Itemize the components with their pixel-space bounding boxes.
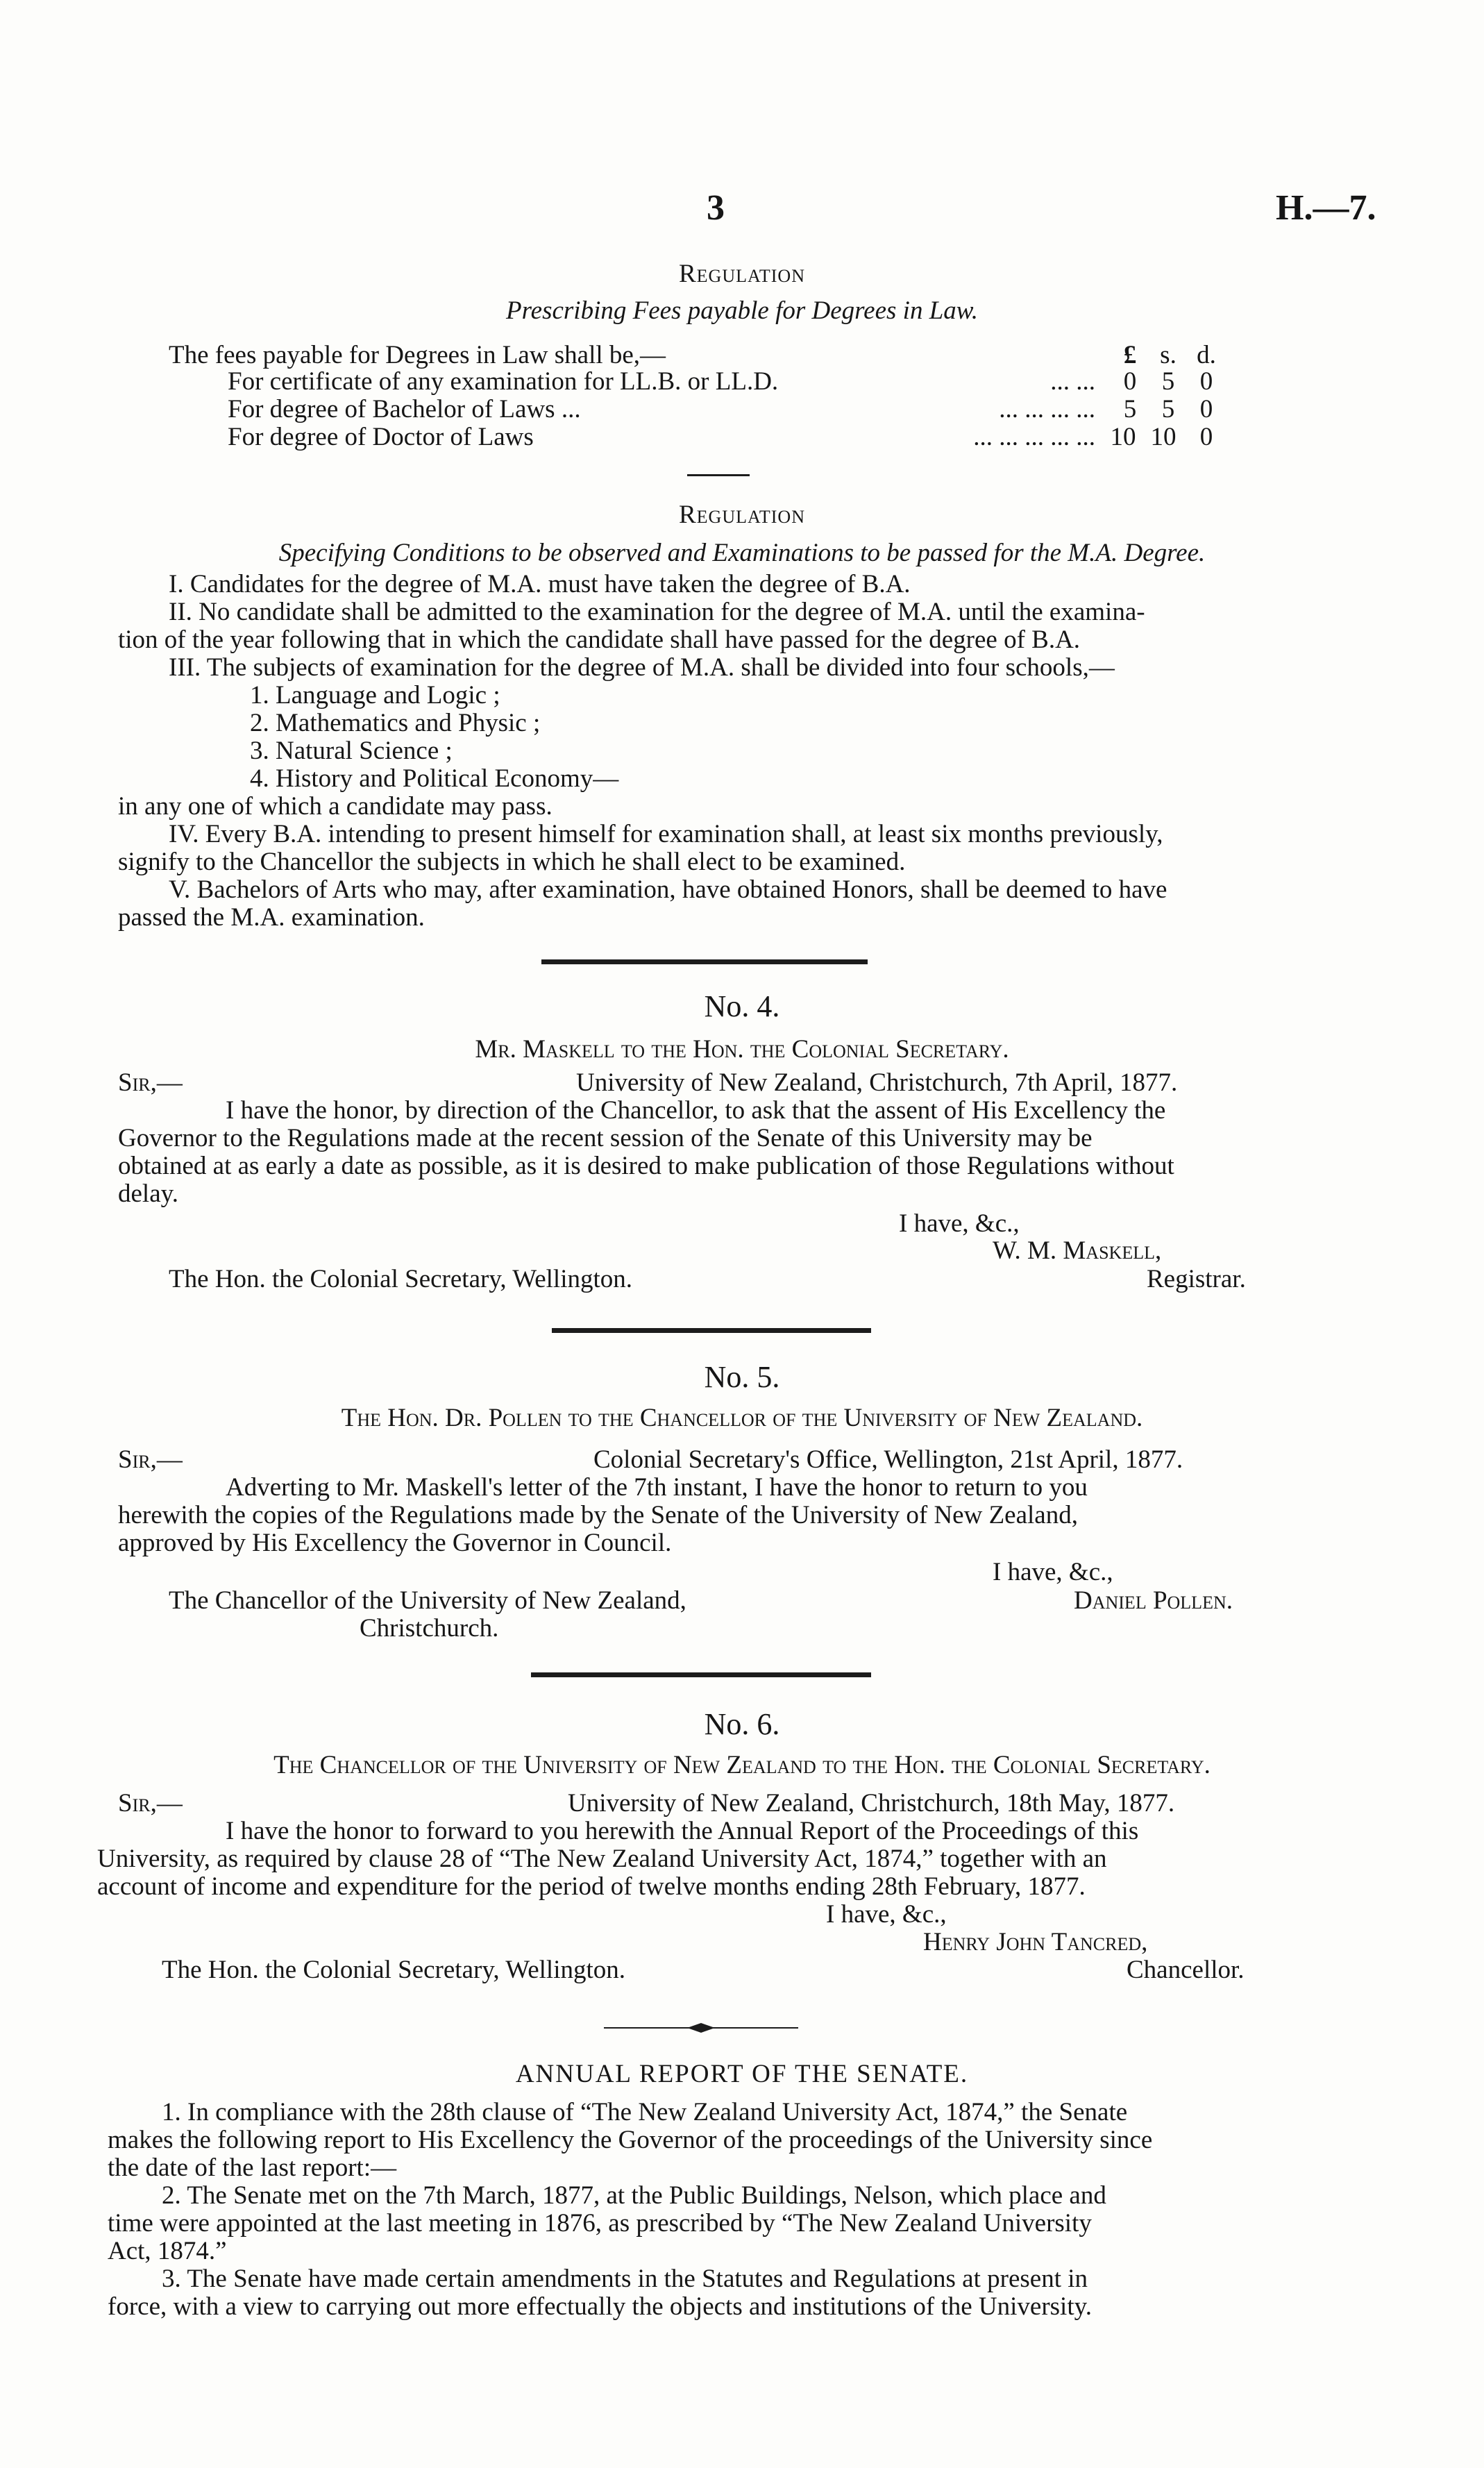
fee-dots: ... ... ... ... ... (973, 423, 1095, 451)
ma-line: 4. History and Political Economy— (250, 764, 619, 793)
ma-line: II. No candidate shall be admitted to the examination for the degree of M.A. until the examina- (169, 598, 1145, 626)
section-divider (552, 1328, 871, 1333)
document-reference: H.—7. (1276, 188, 1376, 228)
ma-line: tion of the year following that in which the candidate shall have passed for the degree of B.A. (118, 626, 1081, 654)
ma-line: I. Candidates for the degree of M.A. must have taken the degree of B.A. (169, 570, 911, 598)
letter6-title: The Chancellor of the University of New Zealand to the Hon. the Colonial Secretary. (273, 1751, 1211, 1779)
report-line: force, with a view to carrying out more effectually the objects and institutions of the University. (108, 2292, 1092, 2321)
ma-line: V. Bachelors of Arts who may, after examination, have obtained Honors, shall be deemed to have (169, 875, 1167, 904)
ornament-divider (597, 2017, 805, 2038)
letter4-addressee: The Hon. the Colonial Secretary, Wellington. (169, 1265, 633, 1293)
letter4-body-line: obtained at as early a date as possible, as it is desired to make publication of those Regulations without (118, 1152, 1174, 1180)
letter4-signature: W. M. Maskell, (993, 1236, 1162, 1265)
fees-intro: The fees payable for Degrees in Law shall be,— (169, 341, 666, 369)
letter4-body-line: I have the honor, by direction of the Chancellor, to ask that the assent of His Excellency the (226, 1096, 1166, 1125)
fee-pounds: 10 (1110, 423, 1136, 451)
fee-pence: 0 (1199, 395, 1213, 423)
ma-subheading: Specifying Conditions to be observed and Examinations to be passed for the M.A. Degree. (278, 539, 1206, 567)
letter4-salutation: Sir,— (118, 1068, 183, 1097)
letter4-body-line: Governor to the Regulations made at the recent session of the Senate of this University may be (118, 1124, 1093, 1152)
letter4-office: Registrar. (1147, 1265, 1246, 1293)
section-divider-short (687, 474, 750, 476)
currency-pounds: £ (1123, 341, 1137, 369)
currency-shillings: s. (1160, 341, 1177, 369)
ma-line: in any one of which a candidate may pass. (118, 792, 553, 821)
ma-line: passed the M.A. examination. (118, 903, 425, 932)
fee-pounds: 0 (1123, 367, 1137, 396)
report-line: time were appointed at the last meeting in 1876, as prescribed by “The New Zealand University (108, 2209, 1092, 2238)
fee-pence: 0 (1199, 423, 1213, 451)
letter6-office: Chancellor. (1127, 1956, 1245, 1984)
fee-label: For degree of Bachelor of Laws ... (228, 395, 581, 423)
letter4-title: Mr. Maskell to the Hon. the Colonial Secretary. (475, 1035, 1009, 1064)
letter4-place-date: University of New Zealand, Christchurch, 7th April, 1877. (576, 1068, 1178, 1097)
ma-heading: Regulation (679, 501, 805, 529)
report-line: 3. The Senate have made certain amendments in the Statutes and Regulations at present in (162, 2265, 1088, 2293)
report-line: 1. In compliance with the 28th clause of “The New Zealand University Act, 1874,” the Senate (162, 2098, 1128, 2126)
letter6-salutation: Sir,— (118, 1789, 183, 1818)
section-divider (541, 959, 868, 964)
letter6-body-line: account of income and expenditure for the period of twelve months ending 28th February, 1877. (97, 1872, 1086, 1901)
ma-line: 2. Mathematics and Physic ; (250, 709, 541, 737)
letter6-signature: Henry John Tancred, (923, 1928, 1148, 1956)
letter5-addressee-city: Christchurch. (360, 1614, 499, 1643)
ma-line: III. The subjects of examination for the degree of M.A. shall be divided into four schools,— (169, 653, 1115, 682)
fee-shillings: 10 (1150, 423, 1177, 451)
fees-heading: Regulation (679, 260, 805, 288)
letter5-place-date: Colonial Secretary's Office, Wellington, 21st April, 1877. (593, 1445, 1183, 1474)
currency-pence: d. (1197, 341, 1216, 369)
letter4-number: No. 4. (704, 989, 780, 1023)
report-line: the date of the last report:— (108, 2154, 397, 2182)
fee-label: For certificate of any examination for LL.B. or LL.D. (228, 367, 779, 396)
letter5-signature: Daniel Pollen. (1074, 1586, 1233, 1615)
fee-shillings: 5 (1161, 367, 1175, 396)
letter5-salutation: Sir,— (118, 1445, 183, 1474)
report-line: 2. The Senate met on the 7th March, 1877, at the Public Buildings, Nelson, which place and (162, 2181, 1106, 2210)
letter5-closing: I have, &c., (993, 1558, 1113, 1586)
fee-shillings: 5 (1161, 395, 1175, 423)
ma-line: IV. Every B.A. intending to present himself for examination shall, at least six months previously, (169, 820, 1163, 848)
letter5-body-line: Adverting to Mr. Maskell's letter of the 7th instant, I have the honor to return to you (226, 1473, 1088, 1502)
letter6-addressee: The Hon. the Colonial Secretary, Wellington. (162, 1956, 626, 1984)
fee-label: For degree of Doctor of Laws (228, 423, 534, 451)
fee-pounds: 5 (1123, 395, 1137, 423)
fee-pence: 0 (1199, 367, 1213, 396)
fees-subheading: Prescribing Fees payable for Degrees in Law. (506, 296, 978, 325)
letter6-number: No. 6. (704, 1707, 780, 1741)
report-title: ANNUAL REPORT OF THE SENATE. (515, 2060, 969, 2088)
fee-dots: ... ... ... ... (999, 395, 1095, 423)
report-line: makes the following report to His Excellency the Governor of the proceedings of the University since (108, 2126, 1153, 2154)
fee-dots: ... ... (1050, 367, 1095, 396)
letter6-body-line: University, as required by clause 28 of “The New Zealand University Act, 1874,” together with an (97, 1845, 1107, 1873)
ma-line: signify to the Chancellor the subjects in which he shall elect to be examined. (118, 848, 906, 876)
letter6-closing: I have, &c., (826, 1900, 947, 1929)
letter5-title: The Hon. Dr. Pollen to the Chancellor of the University of New Zealand. (341, 1404, 1143, 1432)
letter4-body-line: delay. (118, 1180, 178, 1208)
ma-line: 1. Language and Logic ; (250, 681, 500, 710)
letter6-body-line: I have the honor to forward to you herewith the Annual Report of the Proceedings of this (226, 1817, 1139, 1845)
letter5-addressee: The Chancellor of the University of New Zealand, (169, 1586, 686, 1615)
letter4-closing: I have, &c., (899, 1209, 1020, 1238)
letter5-body-line: approved by His Excellency the Governor in Council. (118, 1529, 672, 1557)
page-number: 3 (707, 188, 725, 228)
section-divider (531, 1672, 871, 1677)
letter5-body-line: herewith the copies of the Regulations made by the Senate of the University of New Zealand, (118, 1501, 1078, 1529)
ma-line: 3. Natural Science ; (250, 737, 453, 765)
report-line: Act, 1874.” (108, 2237, 227, 2265)
letter6-place-date: University of New Zealand, Christchurch, 18th May, 1877. (568, 1789, 1175, 1818)
letter5-number: No. 5. (704, 1360, 780, 1394)
